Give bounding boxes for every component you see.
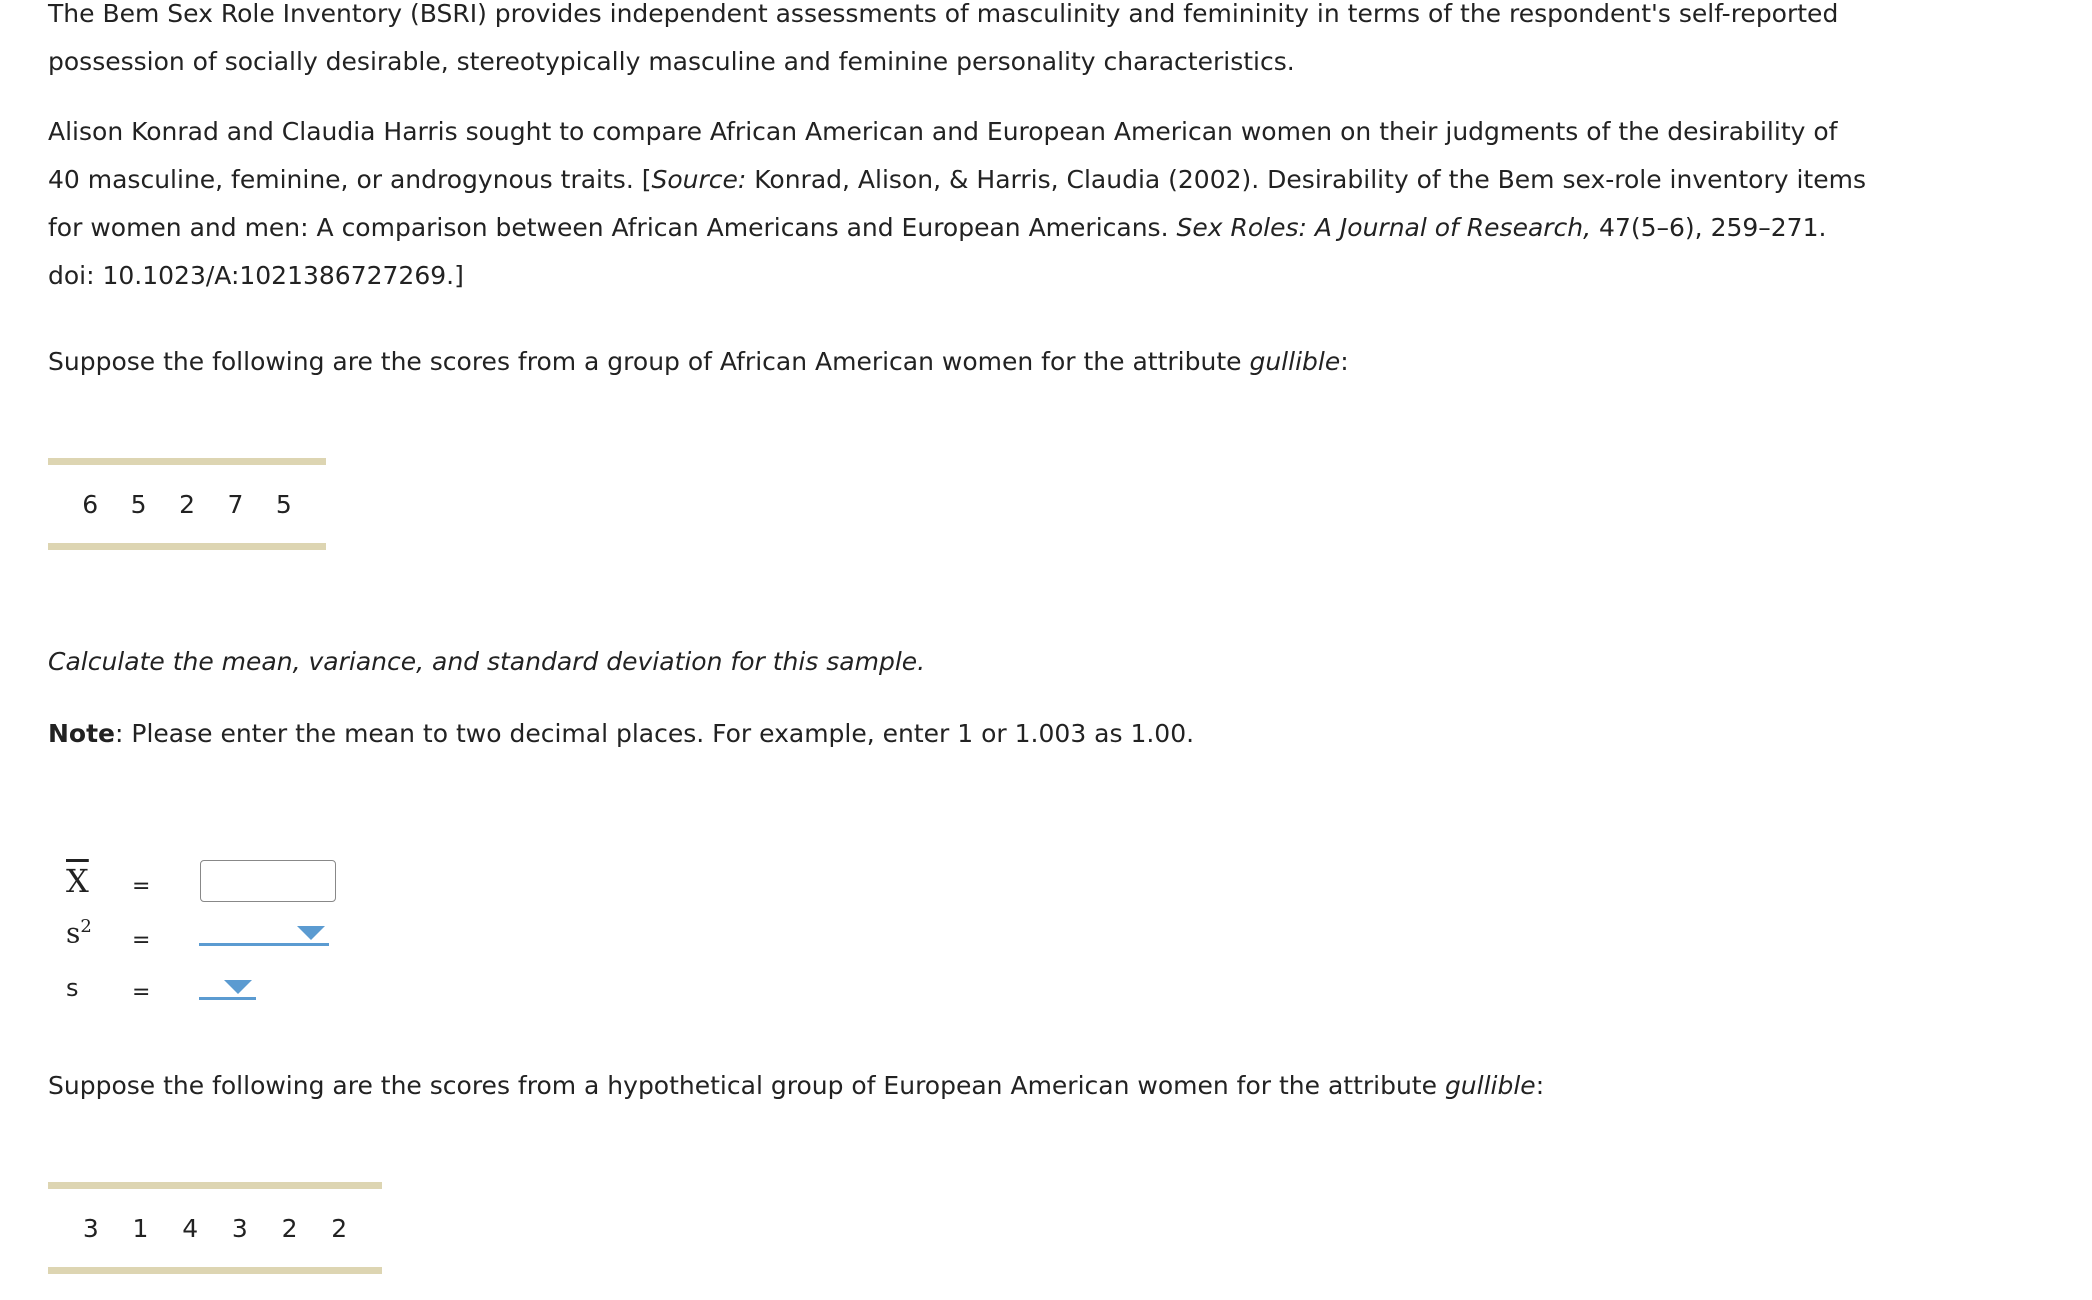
source-text-c: 47(5–6), 259–271. doi: 10.1023/A:1021386727269.] <box>48 213 1827 290</box>
score-cell: 7 <box>227 489 244 519</box>
task-instruction <box>48 638 1868 686</box>
group1-scores-table <box>48 458 326 550</box>
variance-exponent: 2 <box>80 916 92 937</box>
group2-scores-table <box>48 1182 382 1274</box>
source-label: Source: <box>651 165 747 194</box>
mean-input[interactable] <box>200 860 336 902</box>
source-paragraph <box>48 108 1868 300</box>
score-cell: 1 <box>132 1213 149 1243</box>
source-text-a: Alison Konrad and Claudia Harris sought to compare African American and European American women on their judgments of the desirability of 40 masculine, feminine, or androgynous traits. [ <box>48 117 1838 194</box>
score-cell: 5 <box>275 489 292 519</box>
variance-symbol <box>66 916 92 949</box>
group2-prompt-colon: : <box>1535 1071 1545 1100</box>
mean-symbol: $\overline{X}$ <box>66 862 89 900</box>
task-instruction-text: Calculate the mean, variance, and standard deviation for this sample. <box>48 647 926 676</box>
group1-attribute: gullible <box>1249 347 1341 376</box>
task-note <box>48 710 1868 758</box>
score-cell: 5 <box>130 489 147 519</box>
group1-prompt <box>48 338 1868 386</box>
intro-text: The Bem Sex Role Inventory (BSRI) provides independent assessments of masculinity and femininity in terms of the respondent's self-reported possession of socially desirable, stereotypically masculine and feminine personality characteristics. <box>48 0 1839 76</box>
group1-prompt-colon: : <box>1340 347 1349 376</box>
score-cell: 3 <box>231 1213 248 1243</box>
sd-symbol: s <box>66 974 79 1002</box>
intro-paragraph <box>48 0 1868 86</box>
score-cell: 2 <box>331 1213 348 1243</box>
variance-symbol-letter: s <box>66 916 81 950</box>
chevron-down-icon <box>224 980 252 994</box>
score-cell: 2 <box>179 489 195 519</box>
note-text: : Please enter the mean to two decimal places. For example, enter 1 or 1.003 as 1.00. <box>115 719 1195 748</box>
chevron-down-icon <box>297 926 325 940</box>
equals-sign: = <box>132 980 151 1005</box>
answer-area <box>48 850 448 1010</box>
equals-sign: = <box>132 874 151 899</box>
sd-dropdown[interactable] <box>199 974 256 1000</box>
variance-dropdown[interactable] <box>199 920 329 946</box>
score-cell: 2 <box>281 1213 298 1243</box>
source-text-b: Konrad, Alison, & Harris, Claudia (2002). Desirability of the Bem sex-role inventory items for women and men: A comparison between African Americans and European Americans. <box>48 165 1866 242</box>
group2-prompt-text: Suppose the following are the scores from a hypothetical group of European American women for the attribute <box>48 1071 1445 1100</box>
group2-prompt <box>48 1062 1868 1110</box>
score-cell: 4 <box>182 1213 199 1243</box>
score-cell: 6 <box>82 489 99 519</box>
journal-title: Sex Roles: A Journal of Research, <box>1176 213 1592 242</box>
group1-prompt-text: Suppose the following are the scores from a group of African American women for the attribute <box>48 347 1250 376</box>
score-cell: 3 <box>82 1213 99 1243</box>
equals-sign: = <box>132 928 151 953</box>
group2-attribute: gullible <box>1444 1071 1536 1100</box>
note-label: Note <box>48 719 116 748</box>
